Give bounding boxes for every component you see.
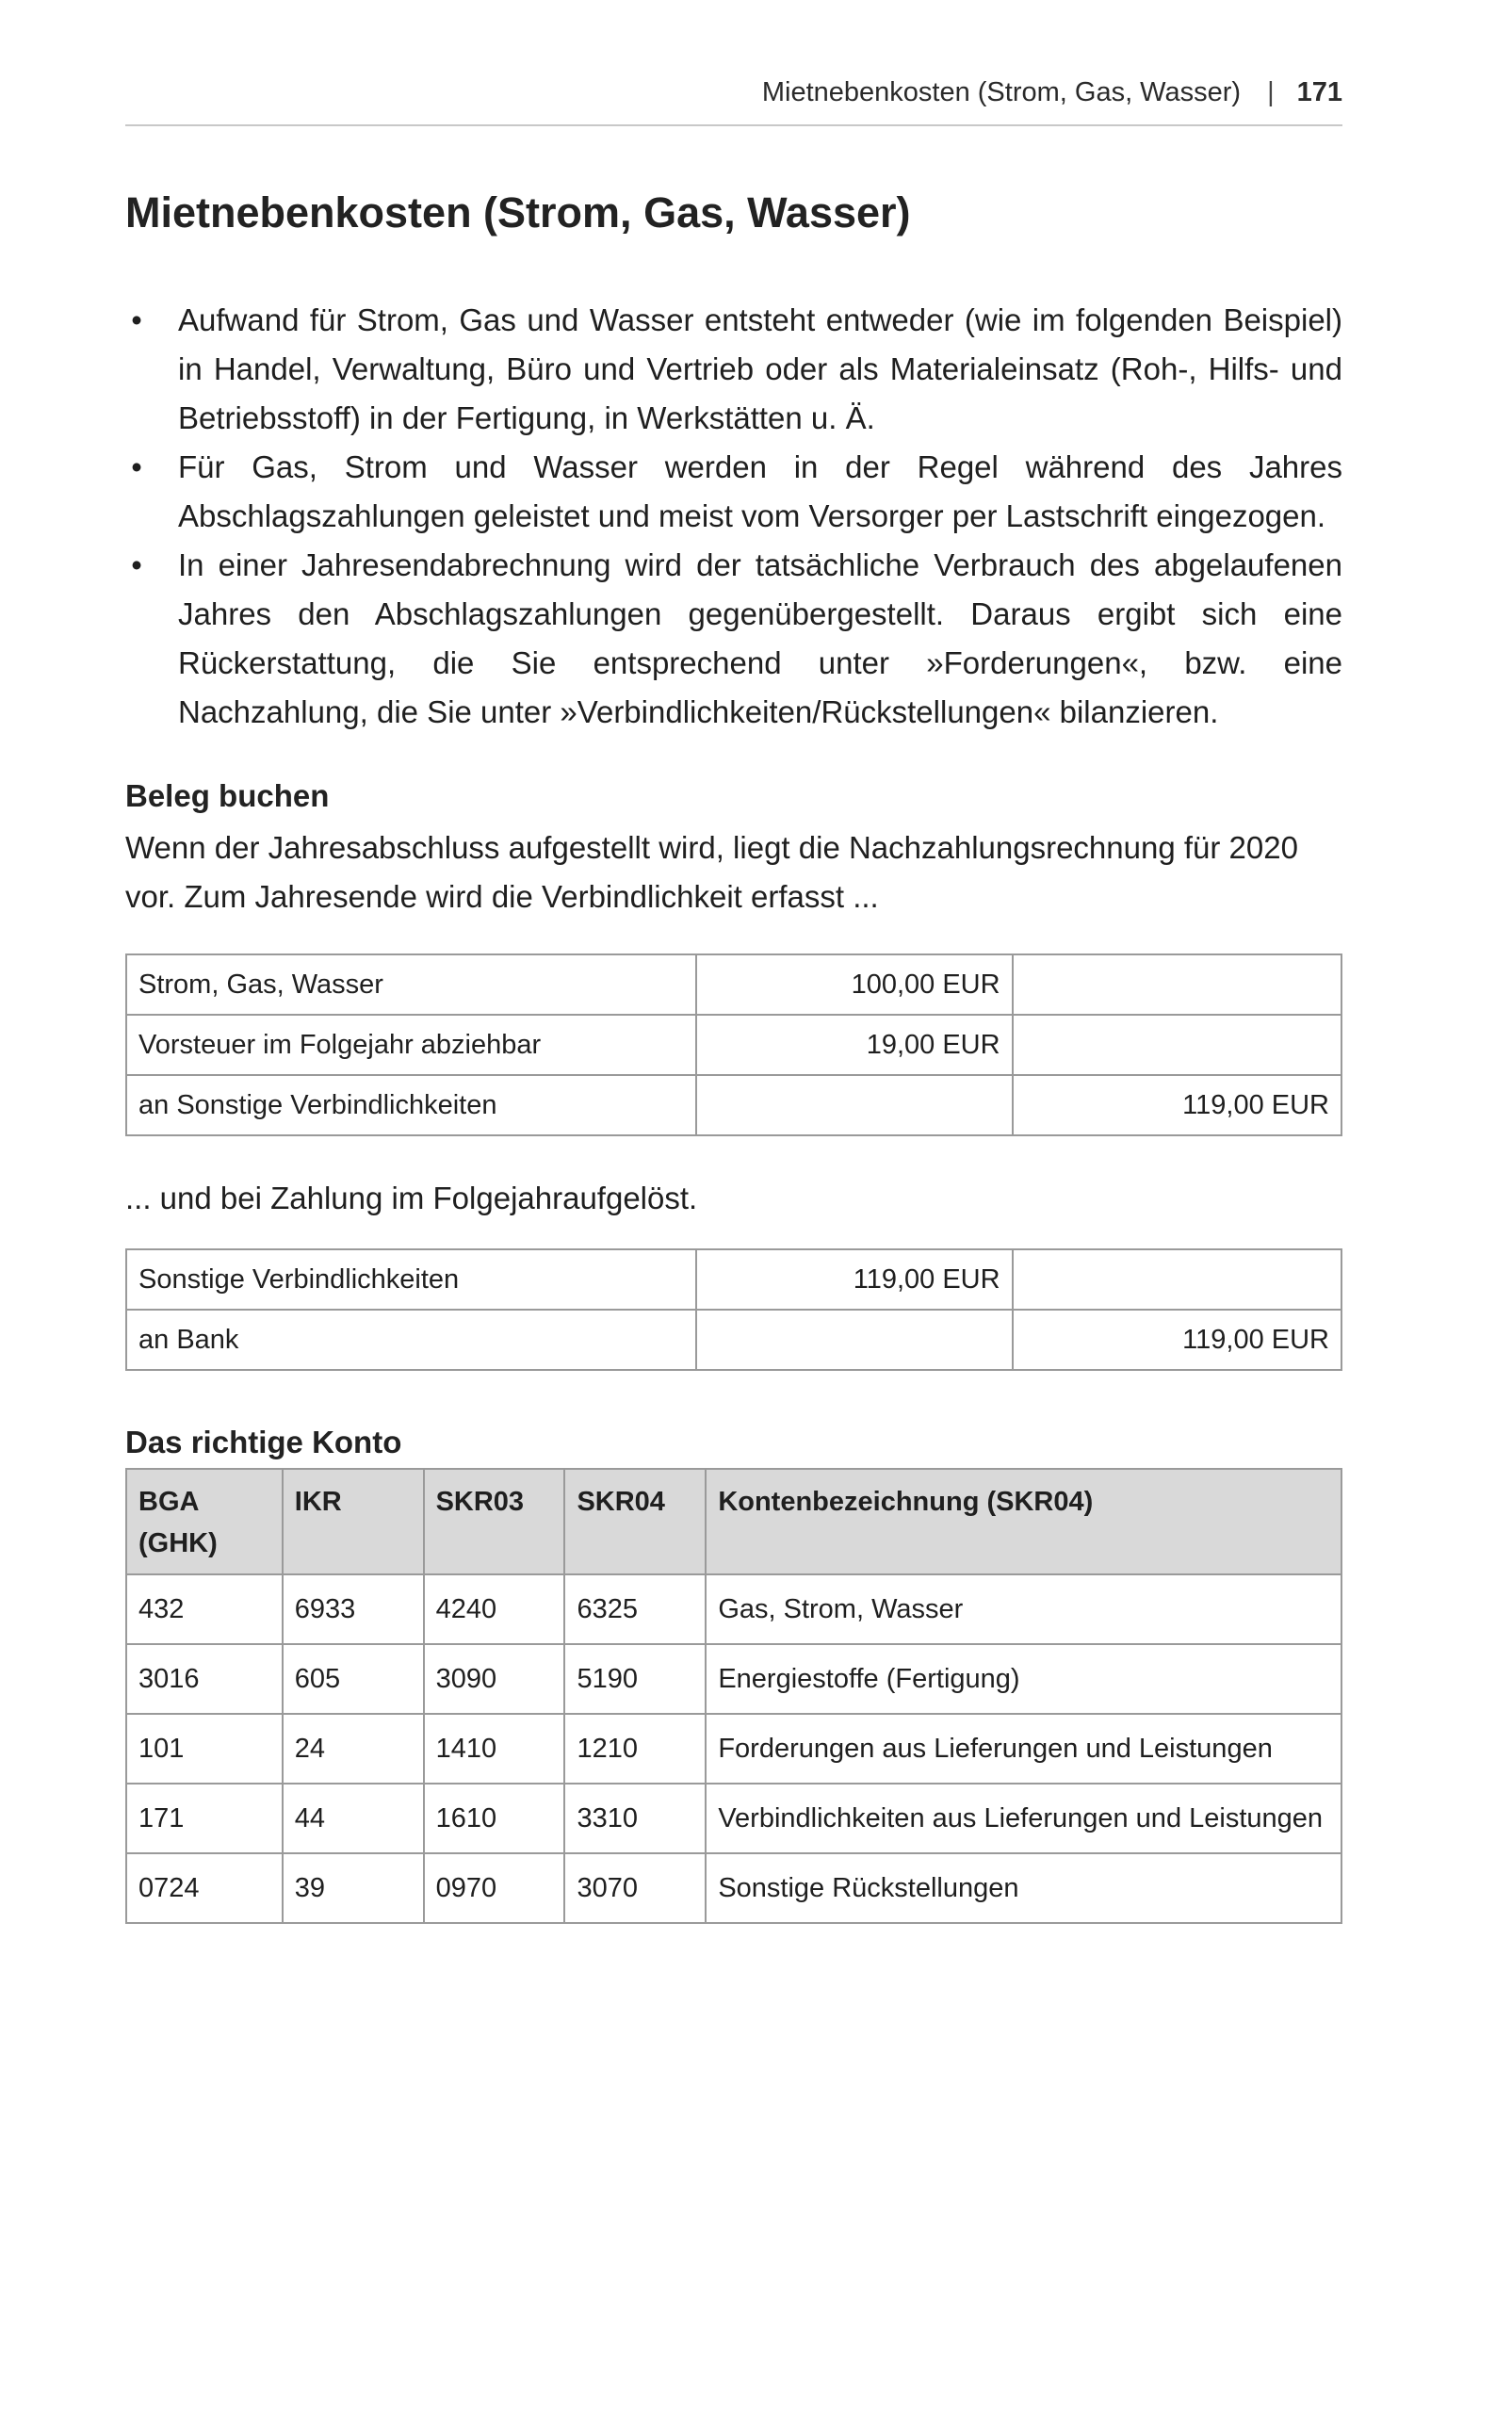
running-title: Mietnebenkosten (Strom, Gas, Wasser)	[761, 77, 1242, 107]
table-row	[126, 1784, 1341, 1853]
table-row	[126, 1015, 1341, 1075]
table-cell: 1410	[424, 1714, 565, 1784]
booking-table-1	[125, 953, 1342, 1136]
table-row	[126, 1249, 1341, 1310]
column-header: SKR03	[424, 1469, 565, 1574]
credit-cell: 119,00 EUR	[1013, 1075, 1341, 1135]
between-text: ... und bei Zahlung im Folgejahraufgelöst.	[125, 1181, 698, 1215]
column-header: IKR	[283, 1469, 424, 1574]
table-cell: 1610	[424, 1784, 565, 1853]
page-title: Mietnebenkosten (Strom, Gas, Wasser)	[125, 188, 911, 236]
table-row	[126, 1644, 1341, 1714]
table-row	[126, 1714, 1341, 1784]
credit-cell	[1013, 1015, 1341, 1075]
table-cell: 4240	[424, 1574, 565, 1644]
table-cell: Sonstige Rückstellungen	[706, 1853, 1341, 1923]
table-cell: 5190	[564, 1644, 706, 1714]
bullet-text: Für Gas, Strom und Wasser werden in der Regel während des Jahres Abschlagszahlungen geleistet und meist vom Versorger per Lastschrift eingezogen.	[178, 449, 1342, 533]
account-cell: an Sonstige Verbindlichkeiten	[126, 1075, 696, 1135]
table-cell: 3070	[564, 1853, 706, 1923]
column-header: Kontenbezeichnung (SKR04)	[706, 1469, 1341, 1574]
debit-cell: 19,00 EUR	[696, 1015, 1012, 1075]
bullet-list	[125, 296, 1342, 737]
debit-cell: 100,00 EUR	[696, 954, 1012, 1015]
table-cell: Gas, Strom, Wasser	[706, 1574, 1341, 1644]
table-row	[126, 1574, 1341, 1644]
column-header: BGA (GHK)	[126, 1469, 283, 1574]
list-item	[125, 443, 1342, 541]
credit-cell	[1013, 1249, 1341, 1310]
debit-cell	[696, 1075, 1012, 1135]
table-cell: 3090	[424, 1644, 565, 1714]
list-item	[125, 296, 1342, 443]
account-cell: Strom, Gas, Wasser	[126, 954, 696, 1015]
table-cell: 0970	[424, 1853, 565, 1923]
credit-cell	[1013, 954, 1341, 1015]
page-number: 171	[1296, 77, 1342, 107]
konto-table	[125, 1468, 1342, 1924]
table-cell: 44	[283, 1784, 424, 1853]
beleg-intro: Wenn der Jahresabschluss aufgestellt wird, liegt die Nachzahlungsrechnung für 2020 vor. Zum Jahresende wird die Verbindlichkeit erfasst ...	[125, 830, 1298, 914]
konto-heading: Das richtige Konto	[125, 1425, 402, 1459]
bullet-text: In einer Jahresendabrechnung wird der tatsächliche Verbrauch des abgelaufenen Jahres den Abschlagszahlungen gegenübergestellt. Daraus ergibt sich eine Rückerstattung, die Sie entsprechend unter »Forderungen«, bzw. eine Nachzahlung, die Sie unter »Verbindlichkeiten/Rückstellungen« bilanzieren.	[178, 547, 1342, 729]
table-row	[126, 1310, 1341, 1370]
header-separator: |	[1267, 77, 1275, 107]
table-row	[126, 1853, 1341, 1923]
account-cell: Sonstige Verbindlichkeiten	[126, 1249, 696, 1310]
table-cell: Forderungen aus Lieferungen und Leistungen	[706, 1714, 1341, 1784]
table-cell: 432	[126, 1574, 283, 1644]
bullet-text: Aufwand für Strom, Gas und Wasser entsteht entweder (wie im folgenden Beispiel) in Handel, Verwaltung, Büro und Vertrieb oder als Materialeinsatz (Roh-, Hilfs- und Betriebsstoff) in der Fertigung, in Werkstätten u. Ä.	[178, 302, 1342, 435]
table-cell: 1210	[564, 1714, 706, 1784]
bullet-icon: •	[131, 547, 142, 582]
table-cell: Energiestoffe (Fertigung)	[706, 1644, 1341, 1714]
table-row	[126, 1075, 1341, 1135]
table-row	[126, 954, 1341, 1015]
table-cell: 39	[283, 1853, 424, 1923]
bullet-icon: •	[131, 449, 142, 484]
table-cell: 3016	[126, 1644, 283, 1714]
debit-cell	[696, 1310, 1012, 1370]
table-cell: 171	[126, 1784, 283, 1853]
list-item	[125, 541, 1342, 737]
column-header: SKR04	[564, 1469, 706, 1574]
table-cell: 101	[126, 1714, 283, 1784]
credit-cell: 119,00 EUR	[1013, 1310, 1341, 1370]
table-cell: 24	[283, 1714, 424, 1784]
booking-table-2	[125, 1248, 1342, 1371]
account-cell: Vorsteuer im Folgejahr abziehbar	[126, 1015, 696, 1075]
beleg-heading: Beleg buchen	[125, 778, 330, 813]
table-cell: 605	[283, 1644, 424, 1714]
table-cell: 3310	[564, 1784, 706, 1853]
table-header-row	[126, 1469, 1341, 1574]
table-cell: 0724	[126, 1853, 283, 1923]
table-cell: 6933	[283, 1574, 424, 1644]
account-cell: an Bank	[126, 1310, 696, 1370]
table-cell: Verbindlichkeiten aus Lieferungen und Leistungen	[706, 1784, 1341, 1853]
bullet-icon: •	[131, 302, 142, 337]
running-header	[125, 77, 1342, 126]
table-cell: 6325	[564, 1574, 706, 1644]
debit-cell: 119,00 EUR	[696, 1249, 1012, 1310]
